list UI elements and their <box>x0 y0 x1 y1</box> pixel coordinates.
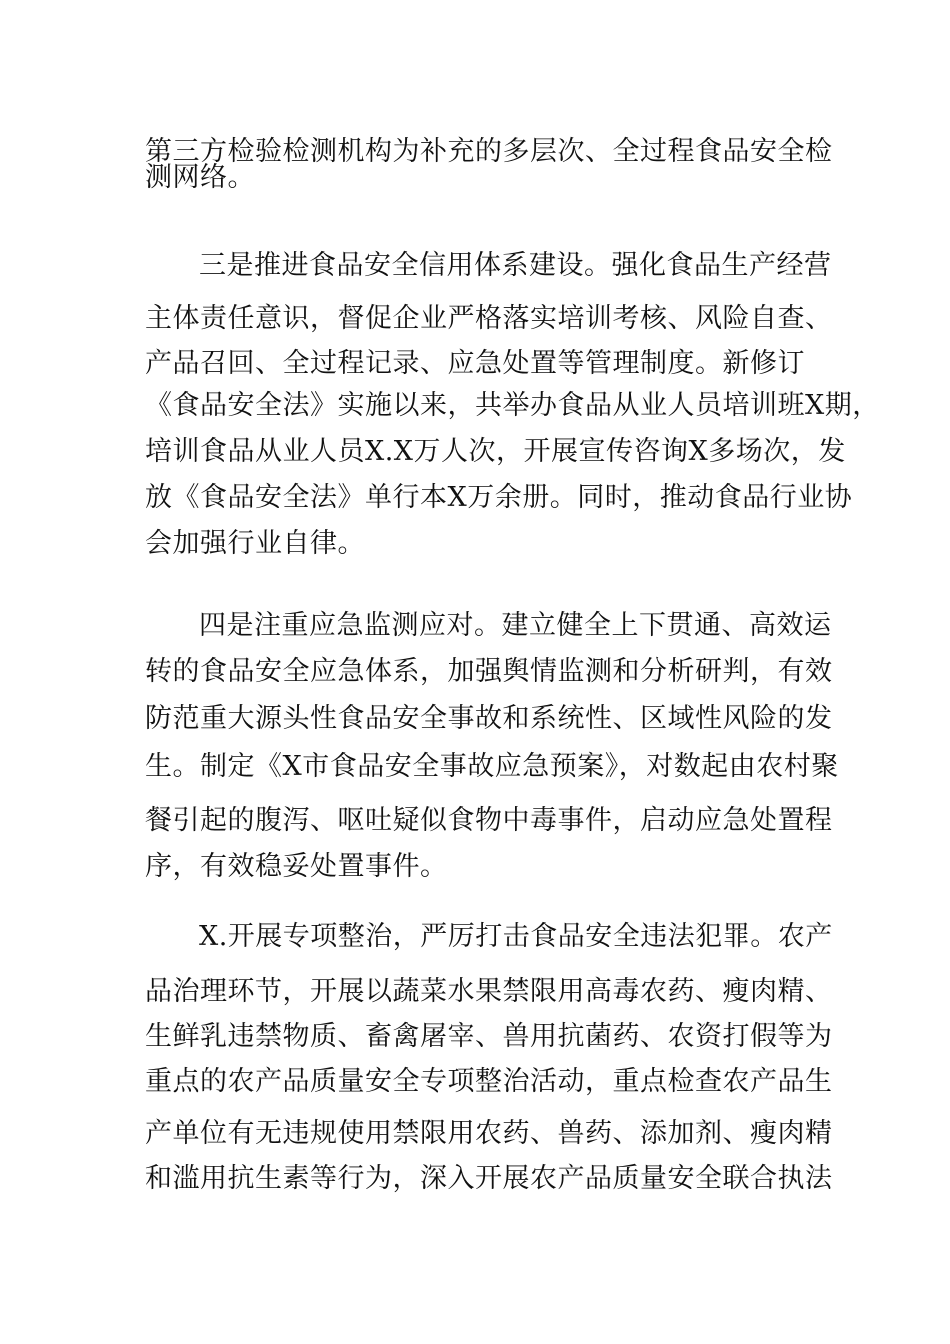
paragraph-line: 会加强行业自律。 <box>145 528 365 559</box>
paragraph-line: 测网络。 <box>145 162 255 193</box>
paragraph-first-line: 四是注重应急监测应对。建立健全上下贯通、高效运 <box>199 610 832 641</box>
paragraph-line: 餐引起的腹泻、呕吐疑似食物中毒事件，启动应急处置程 <box>145 805 833 836</box>
paragraph-line: 生鲜乳违禁物质、畜禽屠宰、兽用抗菌药、农资打假等为 <box>145 1021 833 1052</box>
paragraph-line: 序，有效稳妥处置事件。 <box>145 851 448 882</box>
paragraph-line: 防范重大源头性食品安全事故和系统性、区域性风险的发 <box>145 703 833 734</box>
paragraph-line: 培训食品从业人员X.X万人次，开展宣传咨询X多场次，发 <box>145 436 846 467</box>
paragraph-line: 产品召回、全过程记录、应急处置等管理制度。新修订 <box>145 348 805 379</box>
paragraph-line: 品治理环节，开展以蔬菜水果禁限用高毒农药、瘦肉精、 <box>145 976 833 1007</box>
paragraph-line: 和滥用抗生素等行为，深入开展农产品质量安全联合执法 <box>145 1163 833 1194</box>
paragraph-line: 放《食品安全法》单行本X万余册。同时，推动食品行业协 <box>145 482 853 513</box>
paragraph-line: 产单位有无违规使用禁限用农药、兽药、添加剂、瘦肉精 <box>145 1118 833 1149</box>
paragraph-line: 转的食品安全应急体系，加强舆情监测和分析研判，有效 <box>145 656 833 687</box>
paragraph-first-line: 三是推进食品安全信用体系建设。强化食品生产经营 <box>199 250 832 281</box>
paragraph-first-line: X.开展专项整治，严厉打击食品安全违法犯罪。农产 <box>199 921 833 952</box>
paragraph-line: 《食品安全法》实施以来，共举办食品从业人员培训班X期， <box>145 390 880 421</box>
paragraph-line: 重点的农产品质量安全专项整治活动，重点检查农产品生 <box>145 1066 833 1097</box>
paragraph-line: 生。制定《X市食品安全事故应急预案》，对数起由农村聚 <box>145 751 839 782</box>
paragraph-line: 主体责任意识，督促企业严格落实培训考核、风险自查、 <box>145 303 833 334</box>
paragraph-line: 第三方检验检测机构为补充的多层次、全过程食品安全检 <box>145 136 833 167</box>
